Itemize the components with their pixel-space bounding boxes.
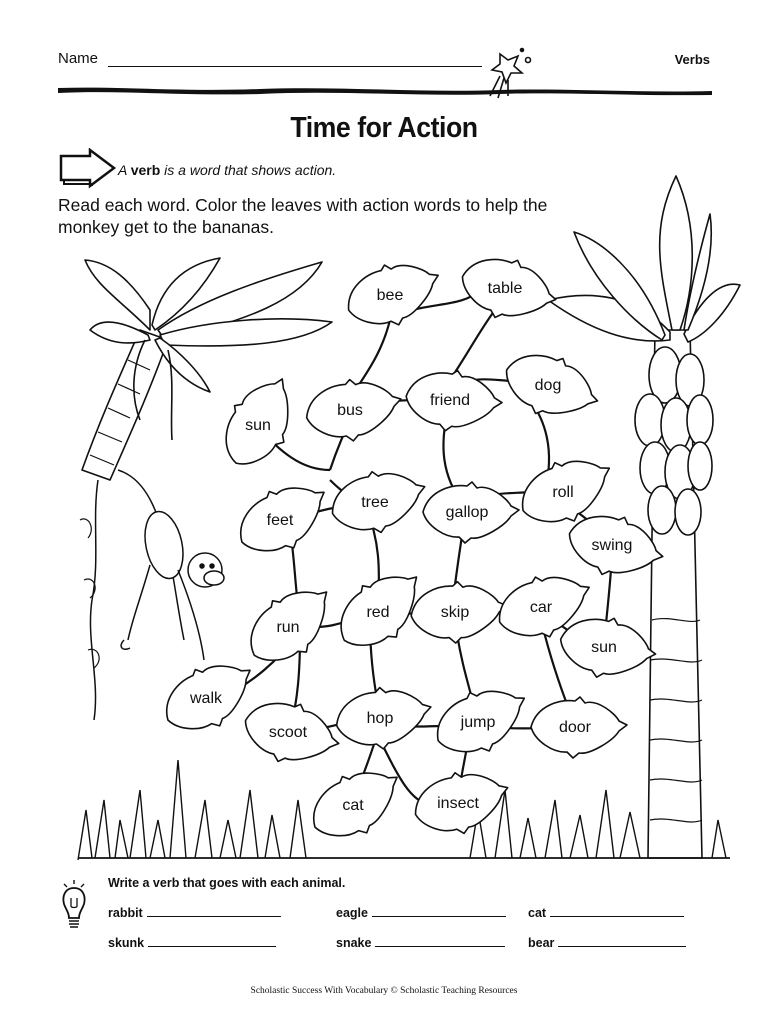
leaf-word: walk <box>189 690 223 708</box>
animal-item-snake <box>336 936 505 950</box>
leaf-bee[interactable] <box>338 249 449 339</box>
answer-line-eagle[interactable] <box>372 906 506 917</box>
animal-item-rabbit <box>108 906 281 920</box>
leaf-word: dog <box>534 377 562 395</box>
leaf-word: bus <box>337 402 363 420</box>
instructions: Read each word. Color the leaves with action words to help the monkey get to the bananas. <box>58 195 548 237</box>
answer-line-snake[interactable] <box>375 936 505 947</box>
leaf-word: jump <box>460 714 496 732</box>
leaf-feet[interactable] <box>227 468 341 569</box>
leaf-table[interactable] <box>454 248 563 332</box>
leaf-word: swing <box>591 537 633 555</box>
leaf-sun[interactable] <box>555 610 660 687</box>
leaf-word: scoot <box>268 724 308 742</box>
lightbulb-icon <box>60 880 90 938</box>
leaf-hop[interactable] <box>331 679 436 756</box>
grass <box>78 760 730 860</box>
leaf-word: sun <box>245 417 271 435</box>
leaf-word: feet <box>266 512 294 530</box>
leaf-word: friend <box>429 392 471 410</box>
answer-line-bear[interactable] <box>558 936 686 947</box>
leaf-word: car <box>529 599 553 617</box>
leaf-bus[interactable] <box>301 371 406 448</box>
leaf-dog[interactable] <box>496 342 607 432</box>
leaf-word: gallop <box>445 504 489 522</box>
leaf-word: run <box>276 619 300 637</box>
answer-line-rabbit[interactable] <box>147 906 281 917</box>
name-label: Name <box>58 50 99 67</box>
animal-label: bear <box>528 936 555 950</box>
leaf-word: roll <box>552 484 574 502</box>
animal-item-skunk <box>108 936 276 950</box>
leaf-gallop[interactable] <box>423 482 519 543</box>
leaf-word: tree <box>361 494 389 512</box>
animal-item-cat <box>528 906 684 920</box>
animal-label: cat <box>528 906 547 920</box>
leaf-word: bee <box>376 287 404 305</box>
leaf-word: door <box>558 719 592 737</box>
definition-term: verb <box>130 162 161 178</box>
footer-credit: Scholastic Success With Vocabulary © Scholastic Teaching Resources <box>250 986 518 996</box>
subject-label: Verbs <box>674 52 710 67</box>
leaf-word: table <box>487 280 523 298</box>
leaf-word: cat <box>342 797 364 815</box>
leaf-word: red <box>366 604 390 622</box>
leaf-jump[interactable] <box>425 673 538 769</box>
animal-item-bear <box>528 936 686 950</box>
definition: A verb is a word that shows action. <box>118 162 337 178</box>
answer-line-skunk[interactable] <box>148 936 276 947</box>
animal-label: rabbit <box>108 906 143 920</box>
leaf-word: insect <box>437 795 479 813</box>
animal-label: eagle <box>336 906 368 920</box>
monkey-illustration <box>118 470 224 660</box>
leaf-tree[interactable] <box>325 460 434 544</box>
animal-item-eagle <box>336 906 506 920</box>
animal-label: snake <box>336 936 372 950</box>
writing-prompt: Write a verb that goes with each animal. <box>108 876 346 890</box>
left-palm-tree <box>82 258 332 480</box>
leaf-word: sun <box>591 639 617 657</box>
leaf-door[interactable] <box>531 697 627 758</box>
leaf-friend[interactable] <box>403 366 504 435</box>
leaf-word: hop <box>366 710 394 728</box>
leaf-word: skip <box>440 604 470 622</box>
leaf-cat[interactable] <box>300 753 414 854</box>
animal-label: skunk <box>108 936 145 950</box>
leaf-skip[interactable] <box>409 578 510 647</box>
leaf-scoot[interactable] <box>237 692 346 776</box>
answer-line-cat[interactable] <box>550 906 684 917</box>
page-title: Time for Action <box>290 112 478 144</box>
